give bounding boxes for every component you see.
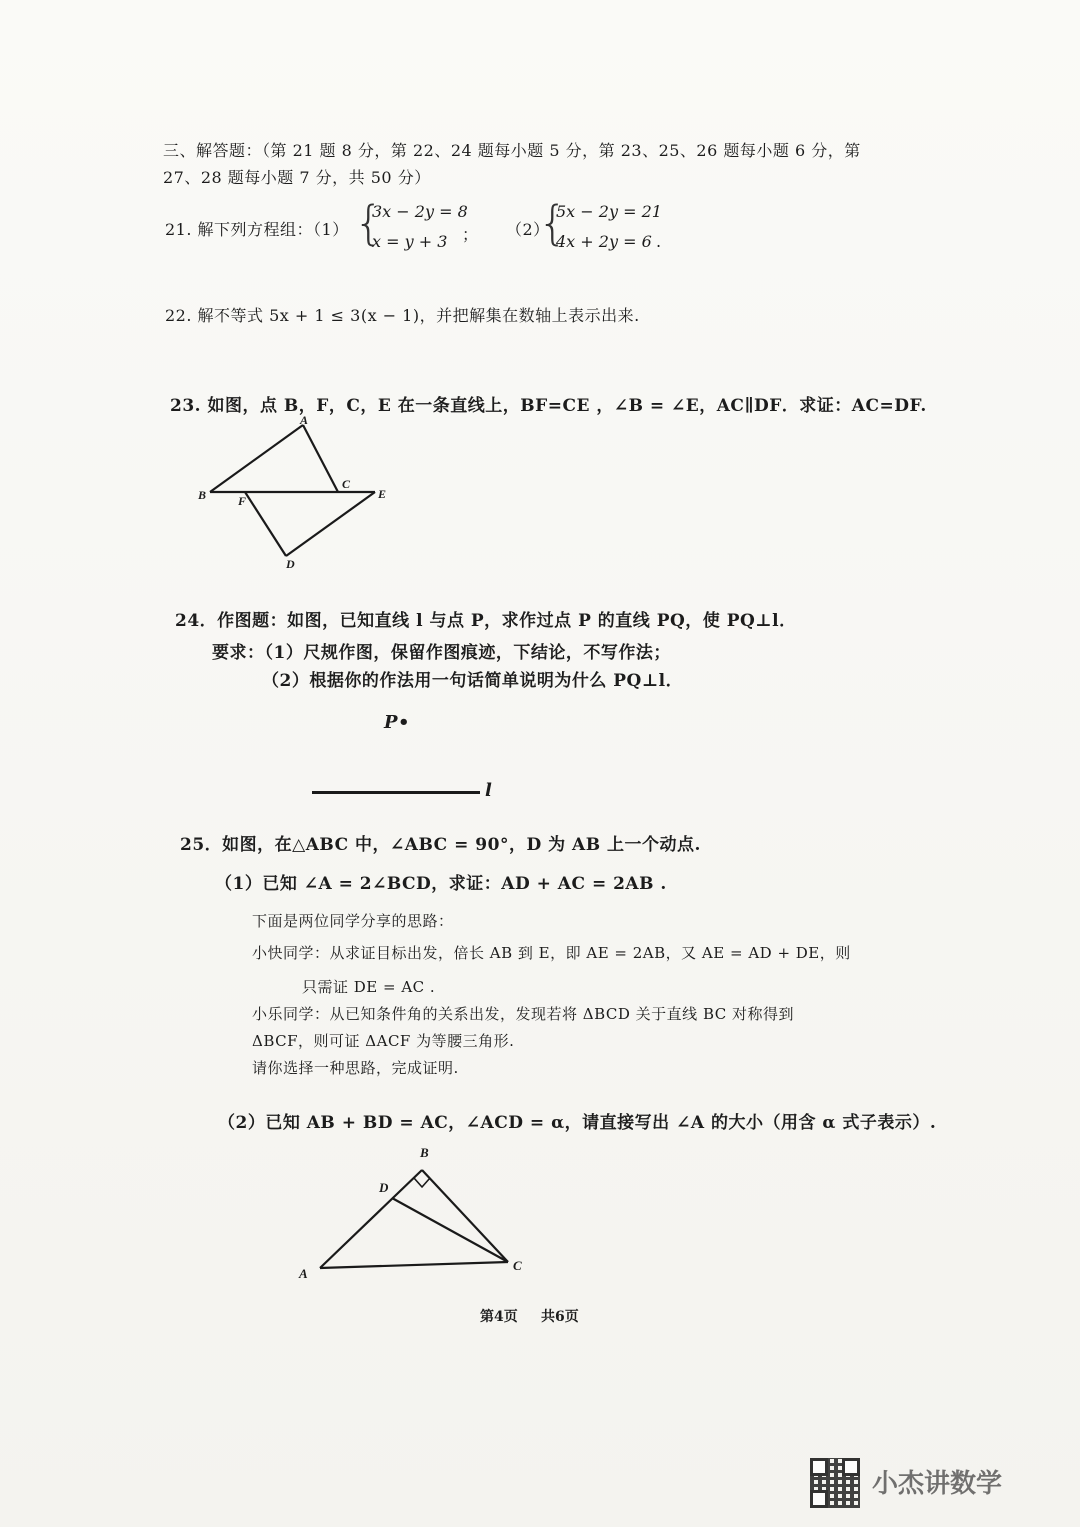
q25-right-angle-mark — [414, 1178, 430, 1187]
q23-label-b: B — [198, 488, 207, 502]
q23-label-d: D — [286, 557, 295, 571]
q24-point-p: P• — [384, 712, 411, 733]
q24-line-l — [312, 791, 480, 794]
qr-code-icon — [810, 1458, 860, 1508]
footer-page-number: 第4页 — [480, 1309, 518, 1325]
q21-brace-2: { — [538, 196, 568, 250]
q24-line-label: l — [485, 780, 493, 801]
q21-brace-1: { — [354, 196, 384, 250]
q21-sys1-eq2: x = y + 3 — [372, 232, 448, 251]
watermark-text: 小杰讲数学 — [872, 1469, 1003, 1499]
q21-sys1-eq1: 3x − 2y = 8 — [372, 202, 468, 221]
q25-label-d: D — [379, 1180, 389, 1195]
q25-le-line2: ΔBCF，则可证 ΔACF 为等腰三角形. — [252, 1032, 515, 1050]
q25-segment-dc — [392, 1198, 508, 1262]
q23-label-a: A — [300, 413, 309, 427]
q21-sys2-eq2: 4x + 2y = 6 — [556, 232, 652, 251]
q25-segment-bc — [422, 1170, 508, 1262]
q21-end: . — [656, 232, 662, 251]
q21-sys2-eq1: 5x − 2y = 21 — [556, 202, 662, 221]
q25-ideas-intro: 下面是两位同学分享的思路： — [252, 912, 454, 930]
q21-part2-label: （2） — [506, 220, 550, 239]
q25-segment-ab — [320, 1170, 422, 1268]
q22-text: 22. 解不等式 5x + 1 ≤ 3(x − 1)，并把解集在数轴上表示出来. — [165, 306, 640, 325]
q25-part1: （1）已知 ∠A = 2∠BCD，求证：AD + AC = 2AB . — [215, 874, 667, 894]
q25-label-c: C — [513, 1258, 522, 1273]
q25-part2: （2）已知 AB + BD = AC，∠ACD = α，请直接写出 ∠A 的大小（用含 α 式子表示）. — [218, 1113, 937, 1133]
q24-req2: （2）根据你的作法用一句话简单说明为什么 PQ⊥l． — [262, 671, 684, 691]
q23-segment-ac — [303, 425, 338, 492]
q23-label-e: E — [378, 487, 387, 501]
footer-total-pages: 共6页 — [541, 1309, 579, 1325]
q23-figure — [190, 420, 390, 580]
q25-figure — [310, 1160, 530, 1290]
q24-text: 24．作图题：如图，已知直线 l 与点 P，求作过点 P 的直线 PQ，使 PQ⊥l． — [175, 611, 797, 631]
section-header-line1: 三、解答题：（第 21 题 8 分，第 22、24 题每小题 5 分，第 23、25、26 题每小题 6 分，第 — [163, 141, 861, 160]
q23-text: 23. 如图，点 B，F，C，E 在一条直线上，BF=CE ，∠B = ∠E，AC∥DF．求证：AC=DF. — [170, 396, 927, 416]
q25-choose: 请你选择一种思路，完成证明. — [252, 1059, 459, 1077]
q23-segment-de — [286, 492, 375, 556]
q25-label-a: A — [299, 1266, 308, 1281]
q23-segment-ab — [210, 425, 303, 492]
q25-label-b: B — [420, 1145, 429, 1160]
q21-label: 21. 解下列方程组：（1） — [165, 220, 349, 239]
q23-label-f: F — [238, 494, 247, 508]
section-header-line2: 27、28 题每小题 7 分，共 50 分） — [163, 168, 431, 187]
q24-req1: 要求：（1）尺规作图，保留作图痕迹，下结论，不写作法； — [212, 643, 671, 663]
q25-segment-ac — [320, 1262, 508, 1268]
q21-separator: ； — [462, 225, 479, 244]
q25-text: 25．如图，在△ABC 中，∠ABC = 90°，D 为 AB 上一个动点. — [180, 835, 701, 855]
q25-kuai-line2: 只需证 DE = AC . — [302, 978, 436, 996]
q25-kuai-line1: 小快同学：从求证目标出发，倍长 AB 到 E，即 AE = 2AB，又 AE = AD + DE，则 — [252, 944, 851, 962]
q23-segment-fd — [245, 492, 286, 556]
q23-label-c: C — [342, 477, 351, 491]
q25-le-line1: 小乐同学：从已知条件角的关系出发，发现若将 ΔBCD 关于直线 BC 对称得到 — [252, 1005, 794, 1023]
